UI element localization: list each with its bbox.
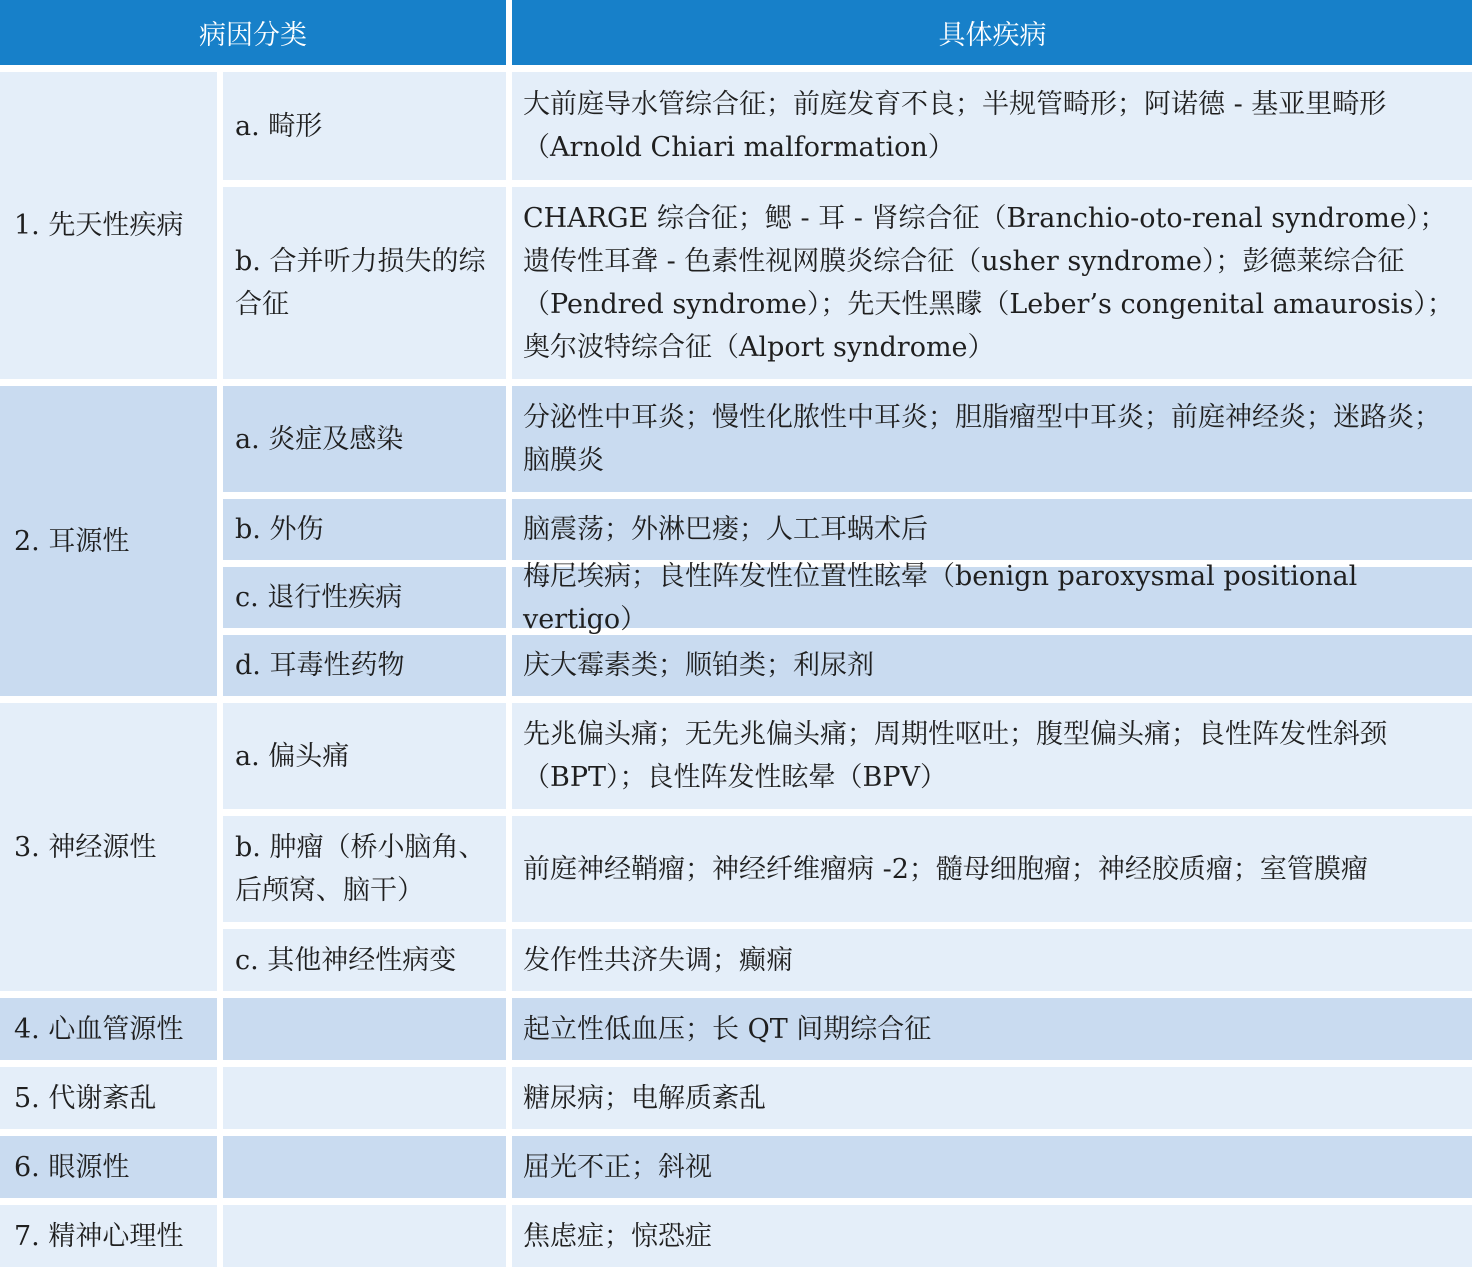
category-ocular: 6. 眼源性 bbox=[0, 1136, 217, 1198]
sub-tumor: b. 肿瘤（桥小脑角、后颅窝、脑干） bbox=[223, 816, 506, 922]
disease-cardiovascular: 起立性低血压；长 QT 间期综合征 bbox=[512, 998, 1472, 1060]
disease-trauma: 脑震荡；外淋巴瘘；人工耳蜗术后 bbox=[512, 499, 1472, 560]
sub-degenerative: c. 退行性疾病 bbox=[223, 567, 506, 628]
disease-other-neuro: 发作性共济失调；癫痫 bbox=[512, 929, 1472, 991]
category-congenital: 1. 先天性疾病 bbox=[0, 72, 217, 379]
disease-inflammation-infection: 分泌性中耳炎；慢性化脓性中耳炎；胆脂瘤型中耳炎；前庭神经炎；迷路炎；脑膜炎 bbox=[512, 386, 1472, 492]
sub-empty bbox=[223, 1205, 506, 1267]
disease-ototoxic-drugs: 庆大霉素类；顺铂类；利尿剂 bbox=[512, 635, 1472, 696]
disease-tumor: 前庭神经鞘瘤；神经纤维瘤病 -2；髓母细胞瘤；神经胶质瘤；室管膜瘤 bbox=[512, 816, 1472, 922]
sub-trauma: b. 外伤 bbox=[223, 499, 506, 560]
category-neurogenic: 3. 神经源性 bbox=[0, 703, 217, 991]
category-otogenic: 2. 耳源性 bbox=[0, 386, 217, 696]
disease-metabolic: 糖尿病；电解质紊乱 bbox=[512, 1067, 1472, 1129]
sub-empty bbox=[223, 998, 506, 1060]
disease-hearing-loss-syndrome: CHARGE 综合征；鳃 - 耳 - 肾综合征（Branchio-oto-renal syndrome）；遗传性耳聋 - 色素性视网膜炎综合征（usher syndrome）；彭德莱综合征（Pendred syndrome）；先天性黑矇（Leber’s congenital amaurosis）；奥尔波特综合征（Alport syndrome） bbox=[512, 187, 1472, 379]
disease-ocular: 屈光不正；斜视 bbox=[512, 1136, 1472, 1198]
disease-migraine: 先兆偏头痛；无先兆偏头痛；周期性呕吐；腹型偏头痛；良性阵发性斜颈（BPT）；良性阵发性眩晕（BPV） bbox=[512, 703, 1472, 809]
sub-empty bbox=[223, 1136, 506, 1198]
sub-other-neuro: c. 其他神经性病变 bbox=[223, 929, 506, 991]
sub-hearing-loss-syndrome: b. 合并听力损失的综合征 bbox=[223, 187, 506, 379]
category-metabolic: 5. 代谢紊乱 bbox=[0, 1067, 217, 1129]
sub-ototoxic-drugs: d. 耳毒性药物 bbox=[223, 635, 506, 696]
disease-degenerative: 梅尼埃病；良性阵发性位置性眩晕（benign paroxysmal positional vertigo） bbox=[512, 567, 1472, 628]
disease-psychogenic: 焦虑症；惊恐症 bbox=[512, 1205, 1472, 1267]
category-cardiovascular: 4. 心血管源性 bbox=[0, 998, 217, 1060]
sub-migraine: a. 偏头痛 bbox=[223, 703, 506, 809]
sub-inflammation-infection: a. 炎症及感染 bbox=[223, 386, 506, 492]
category-psychogenic: 7. 精神心理性 bbox=[0, 1205, 217, 1267]
disease-malformation: 大前庭导水管综合征；前庭发育不良；半规管畸形；阿诺德 - 基亚里畸形（Arnold Chiari malformation） bbox=[512, 72, 1472, 180]
sub-empty bbox=[223, 1067, 506, 1129]
sub-malformation: a. 畸形 bbox=[223, 72, 506, 180]
header-cause-category: 病因分类 bbox=[0, 0, 506, 65]
header-specific-disease: 具体疾病 bbox=[512, 0, 1472, 65]
